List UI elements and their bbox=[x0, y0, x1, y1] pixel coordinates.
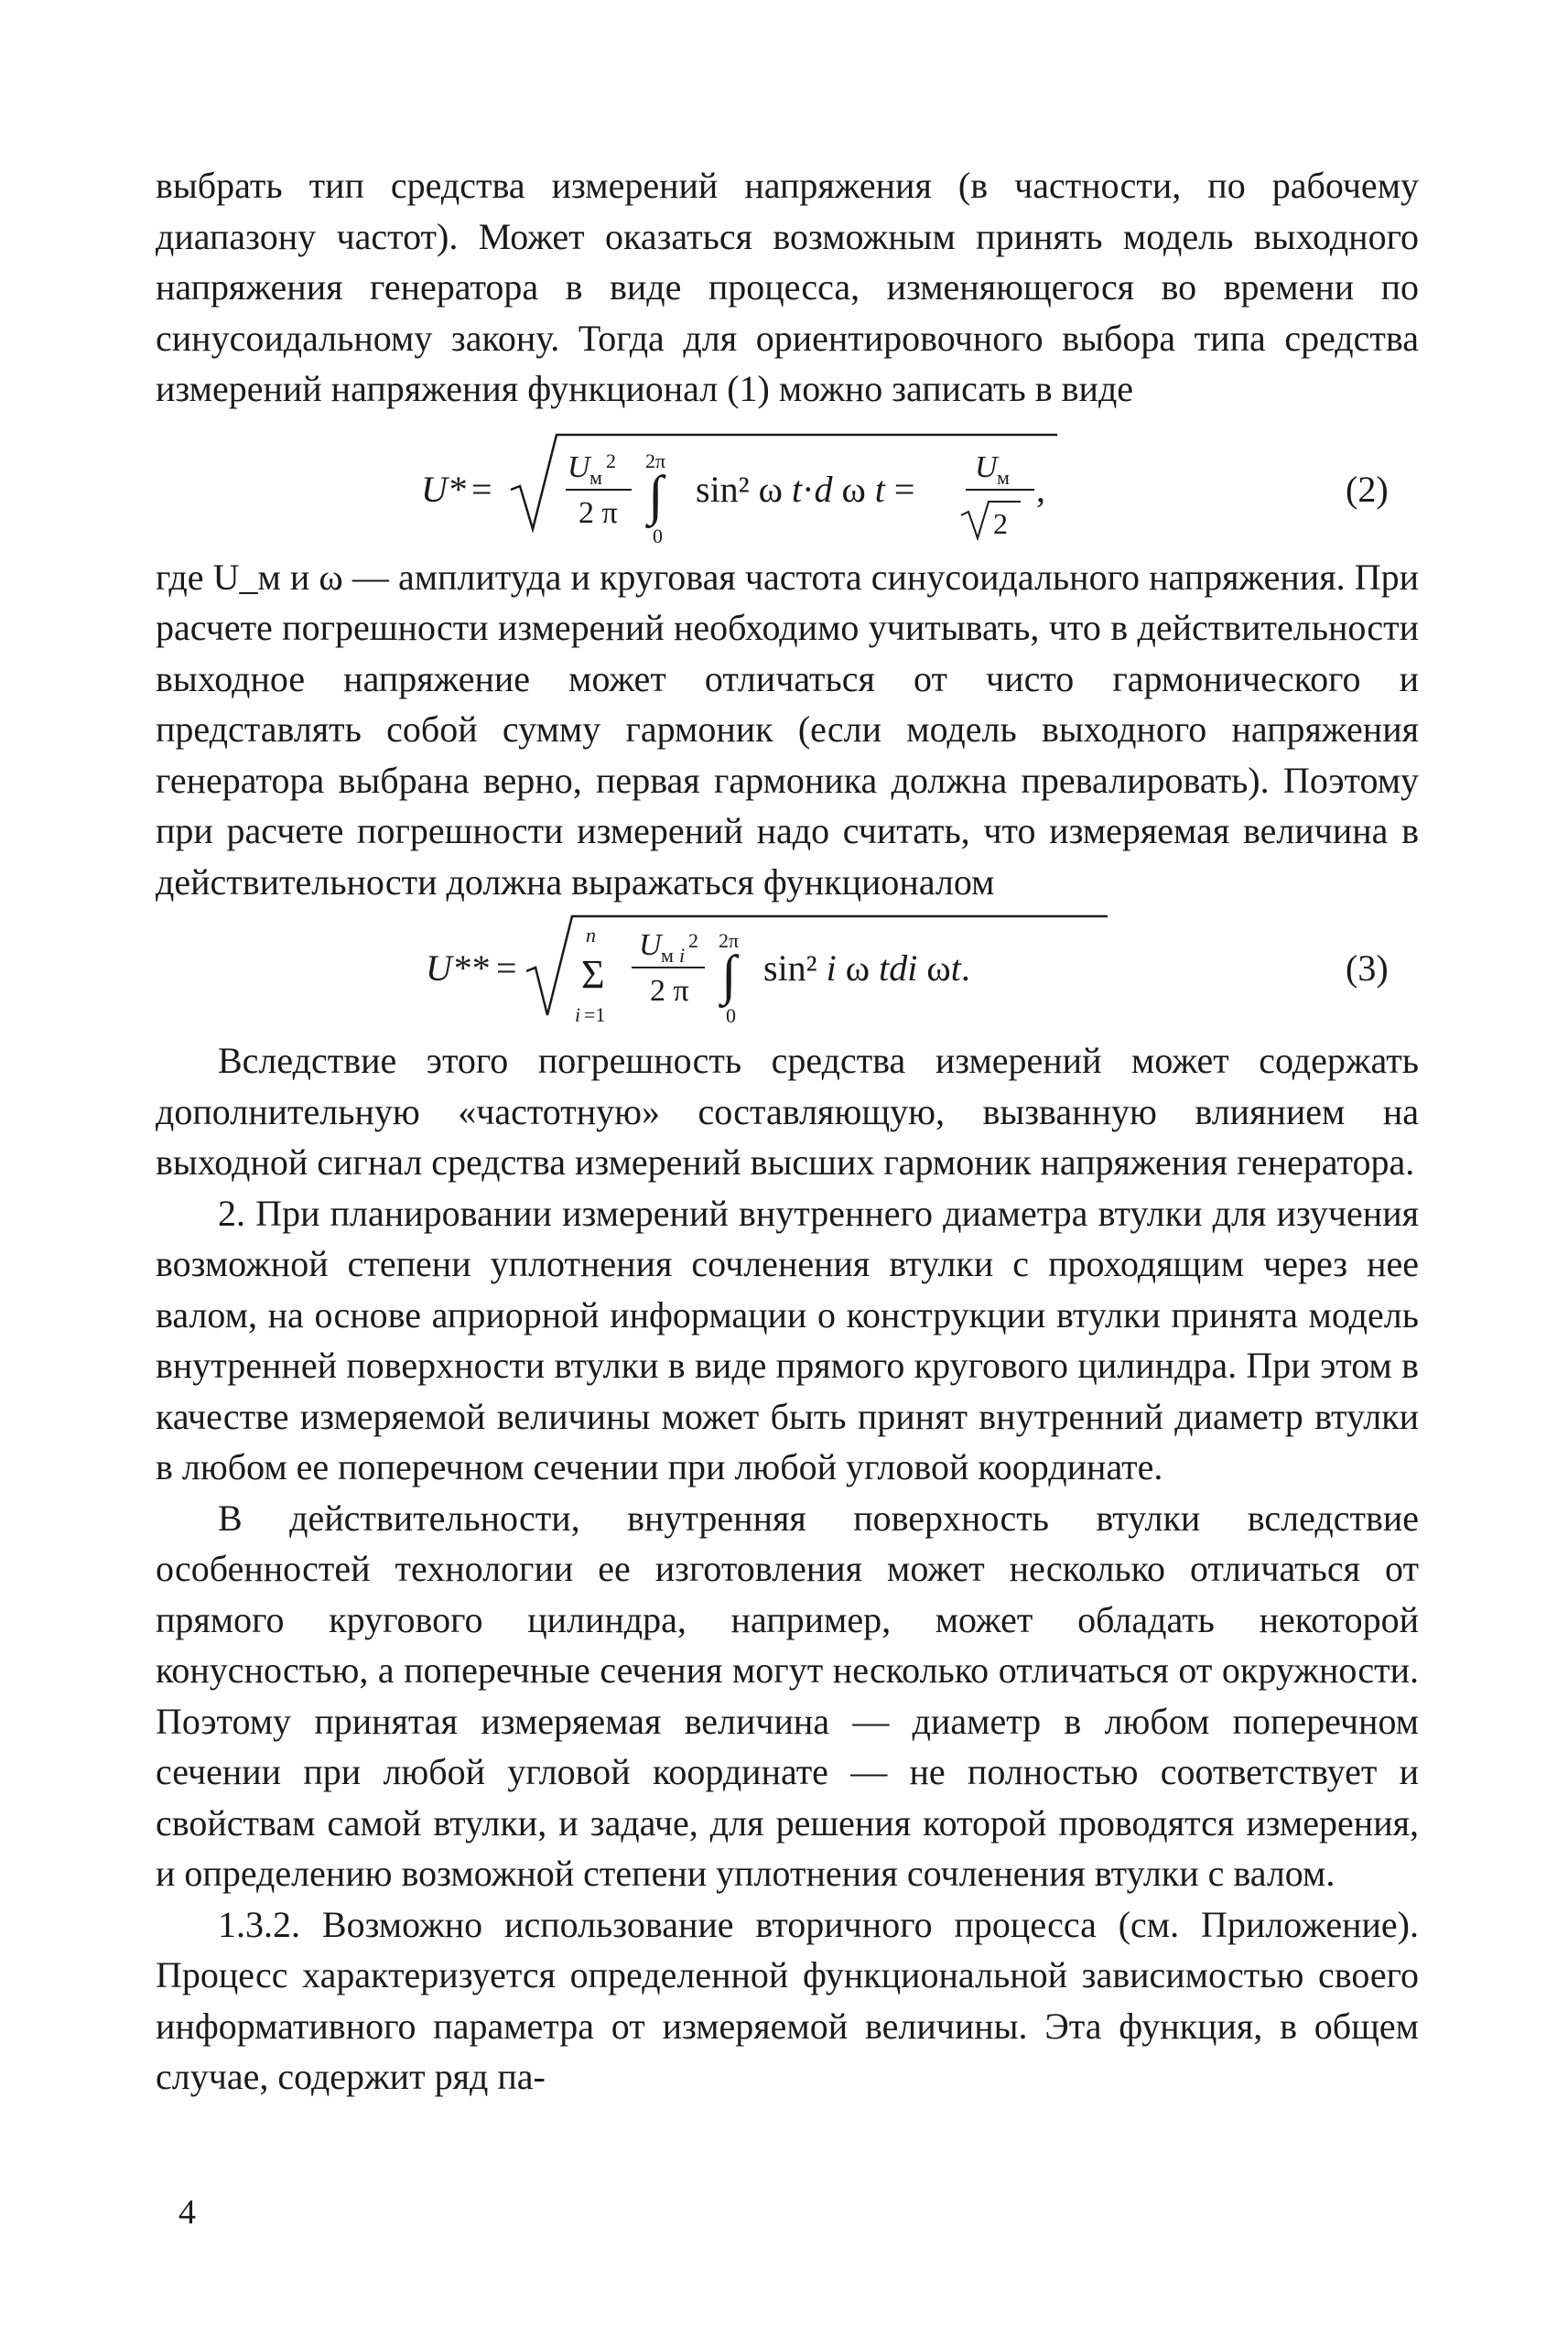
formula-3-number: (3) bbox=[1346, 947, 1389, 989]
paragraph-4: 2. При планировании измерений внутреннего диаметра втулки для изучения возможной степени уплотнения сочленения втулки с проходящим через нее валом, на основе априорной информации о конструкции втулки принята модель внутренней поверхности втулки в виде прямого кругового цилиндра. При этом в качестве измеряемой величины может быть принят внутренний диаметр втулки в любом ее поперечном сечении при любой угловой координате. bbox=[156, 1192, 1419, 1487]
svg-text:=: = bbox=[496, 947, 517, 989]
svg-text:Σ: Σ bbox=[581, 952, 605, 997]
svg-text:2π: 2π bbox=[719, 929, 740, 952]
formula-3 bbox=[156, 907, 1419, 1035]
svg-text:2: 2 bbox=[993, 506, 1008, 540]
svg-text:U: U bbox=[975, 449, 998, 484]
svg-text:=1: =1 bbox=[584, 1003, 606, 1026]
svg-text:2 π: 2 π bbox=[650, 974, 689, 1008]
formula-2-number: (2) bbox=[1346, 468, 1389, 510]
paragraph-1: выбрать тип средства измерений напряжения (в частности, по рабочему диапазону частот). Может оказаться возможным принять модель выходного напряжения генератора в виде процесса, изменяющегося во времени по синусоидальному закону. Тогда для ориентировочного выбора типа средства измерений напряжения функционал (1) можно записать в виде bbox=[156, 165, 1419, 409]
svg-text:м: м bbox=[661, 944, 674, 967]
svg-text:i: i bbox=[679, 944, 686, 967]
svg-text:,: , bbox=[1036, 468, 1045, 510]
svg-text:sin² ω t·d ω t =: sin² ω t·d ω t = bbox=[696, 468, 915, 510]
svg-text:∫: ∫ bbox=[721, 945, 737, 1005]
svg-text:м: м bbox=[589, 465, 602, 489]
paragraph-3: Вследствие этого погрешность средства измерений может содержать дополнительную «частотную» составляющую, вызванную влиянием на выходной сигнал средства измерений высших гармоник напряжения генератора. bbox=[156, 1040, 1419, 1183]
svg-text:0: 0 bbox=[653, 524, 663, 547]
svg-text:0: 0 bbox=[726, 1004, 736, 1027]
formula-3-svg bbox=[156, 907, 1419, 1035]
svg-text:м: м bbox=[997, 465, 1010, 489]
paragraph-6: 1.3.2. Возможно использование вторичного процесса (см. Приложение). Процесс характеризуется определенной функциональной зависимостью своего информативного параметра от измеряемой величины. Эта функция, в общем случае, содержит ряд па- bbox=[156, 1903, 1419, 2097]
svg-text:∫: ∫ bbox=[648, 464, 664, 525]
svg-text:n: n bbox=[586, 924, 596, 946]
svg-text:U*: U* bbox=[421, 468, 466, 510]
paragraph-5: В действительности, внутренняя поверхность втулки вследствие особенностей технологии ее изготовления может несколько отличаться от прямого кругового цилиндра, например, может обладать некоторой конусностью, а поперечные сечения могут несколько отличаться от окружности. Поэтому принятая измеряемая величина — диаметр в любом поперечном сечении при любой угловой координате — не полностью соответствует и свойствам самой втулки, и задаче, для решения которой проводятся измерения, и определению возможной степени уплотнения сочленения втулки с валом. bbox=[156, 1497, 1419, 1894]
svg-text:sin² i ω tdi ωt.: sin² i ω tdi ωt. bbox=[763, 947, 970, 989]
formula-2-svg bbox=[156, 415, 1419, 552]
svg-text:U: U bbox=[639, 928, 662, 962]
svg-text:2: 2 bbox=[606, 449, 616, 472]
page-body bbox=[156, 160, 1419, 2103]
paragraph-2: где U_м и ω — амплитуда и круговая частота синусоидального напряжения. При расчете погрешности измерений необходимо учитывать, что в действительности выходное напряжение может отличаться от чисто гармонического и представлять собой сумму гармоник (если модель выходного напряжения генератора выбрана верно, первая гармоника должна превалировать). Поэтому при расчете погрешности измерений надо считать, что измеряемая величина в действительности должна выражаться функционалом bbox=[156, 556, 1419, 903]
formula-2 bbox=[156, 415, 1419, 552]
svg-text:U**: U** bbox=[426, 947, 489, 989]
page-number: 4 bbox=[178, 2193, 196, 2232]
svg-text:2π: 2π bbox=[645, 449, 666, 472]
svg-text:=: = bbox=[471, 468, 492, 510]
svg-text:U: U bbox=[568, 449, 590, 484]
svg-text:2: 2 bbox=[688, 929, 698, 952]
svg-text:i: i bbox=[575, 1003, 581, 1026]
svg-text:2 π: 2 π bbox=[579, 495, 618, 530]
